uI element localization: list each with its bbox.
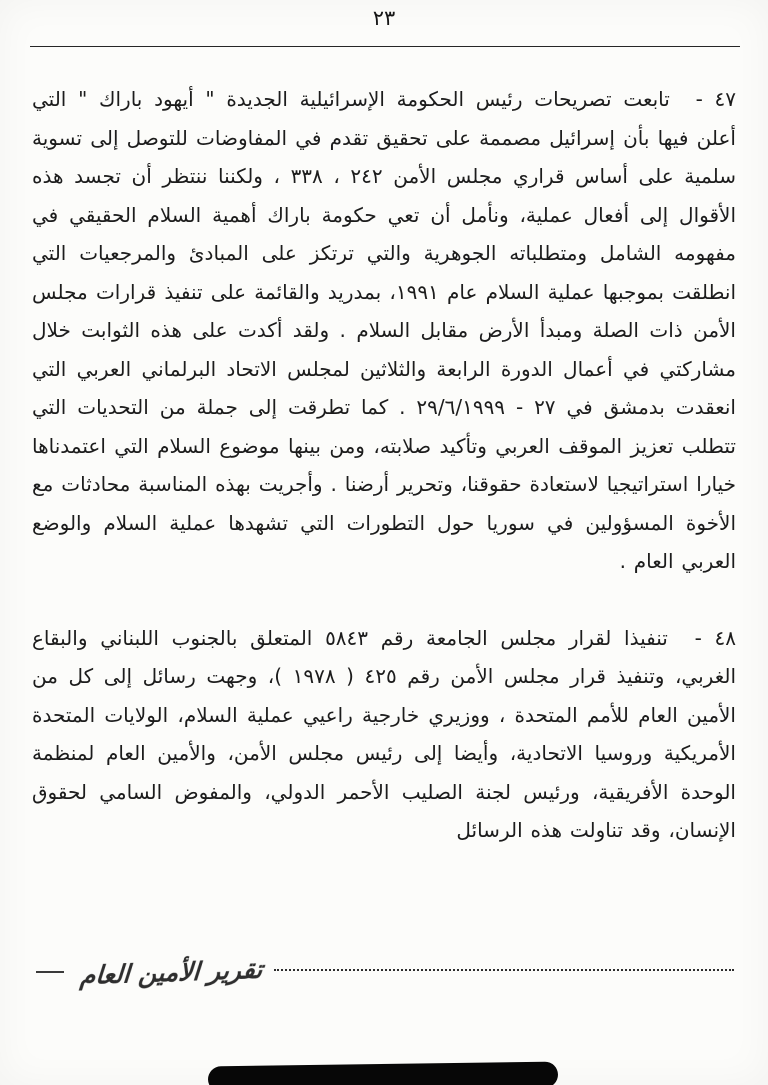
paragraph-48 <box>32 619 736 850</box>
handwritten-signature: تقرير الأمين العام <box>79 954 264 990</box>
footer-signature-row <box>36 952 734 992</box>
paragraph-48-number: ٤٨ - <box>694 625 736 650</box>
footer-dash <box>36 971 64 973</box>
header-rule <box>30 46 740 47</box>
paragraph-47-text: تابعت تصريحات رئيس الحكومة الإسرائيلية الجديدة " أيهود باراك " التي أعلن فيها بأن إسرائيل مصممة على تحقيق تقدم في المفاوضات للتوصل إلى تسوية سلمية على أساس قراري مجلس الأمن ٢٤٢ ، ٣٣٨ ، ولكننا ننتظر أن تجسد هذه الأقوال إلى أفعال عملية، ونأمل أن تعي حكومة باراك أهمية السلام الحقيقي في مفهومه الشامل ومتطلباته الجوهرية والتي ترتكز على المبادئ والمرجعيات التي انطلقت بموجبها عملية السلام عام ١٩٩١، بمدريد والقائمة على تنفيذ قرارات مجلس الأمن ذات الصلة ومبدأ الأرض مقابل السلام . ولقد أكدت على هذه الثوابت خلال مشاركتي في أعمال الدورة الرابعة والثلاثين لمجلس الاتحاد البرلماني العربي التي انعقدت بدمشق في ٢٧ - ٢٩/٦/١٩٩٩ . كما تطرقت إلى جملة من التحديات التي تتطلب تعزيز الموقف العربي وتأكيد صلابته، ومن بينها موضوع السلام التي اعتمدناها خيارا استراتيجيا لاستعادة حقوقنا، وتحرير أرضنا . وأجريت بهذه المناسبة محادثات مع الأخوة المسؤولين في سوريا حول التطورات التي تشهدها عملية السلام والوضع العربي العام . <box>32 87 736 573</box>
page-number: ٢٣ <box>372 6 396 30</box>
document-body <box>32 80 736 888</box>
scan-artifact-bar <box>208 1062 558 1085</box>
footer-dotted-rule <box>274 969 734 971</box>
paragraph-47-number: ٤٧ - <box>695 87 737 111</box>
paragraph-48-text: تنفيذا لقرار مجلس الجامعة رقم ٥٨٤٣ المتعلق بالجنوب اللبناني والبقاع الغربي، وتنفيذ قرار مجلس الأمن رقم ٤٢٥ ( ١٩٧٨ )، وجهت رسائل إلى كل من الأمين العام للأمم المتحدة ، ووزيري خارجية راعيي عملية السلام، الولايات المتحدة الأمريكية وروسيا الاتحادية، وأيضا إلى رئيس مجلس الأمن، والأمين العام لمنظمة الوحدة الأفريقية، ورئيس لجنة الصليب الأحمر الدولي، والمفوض السامي لحقوق الإنسان، وقد تناولت هذه الرسائل <box>32 625 736 842</box>
paragraph-47 <box>32 80 736 581</box>
